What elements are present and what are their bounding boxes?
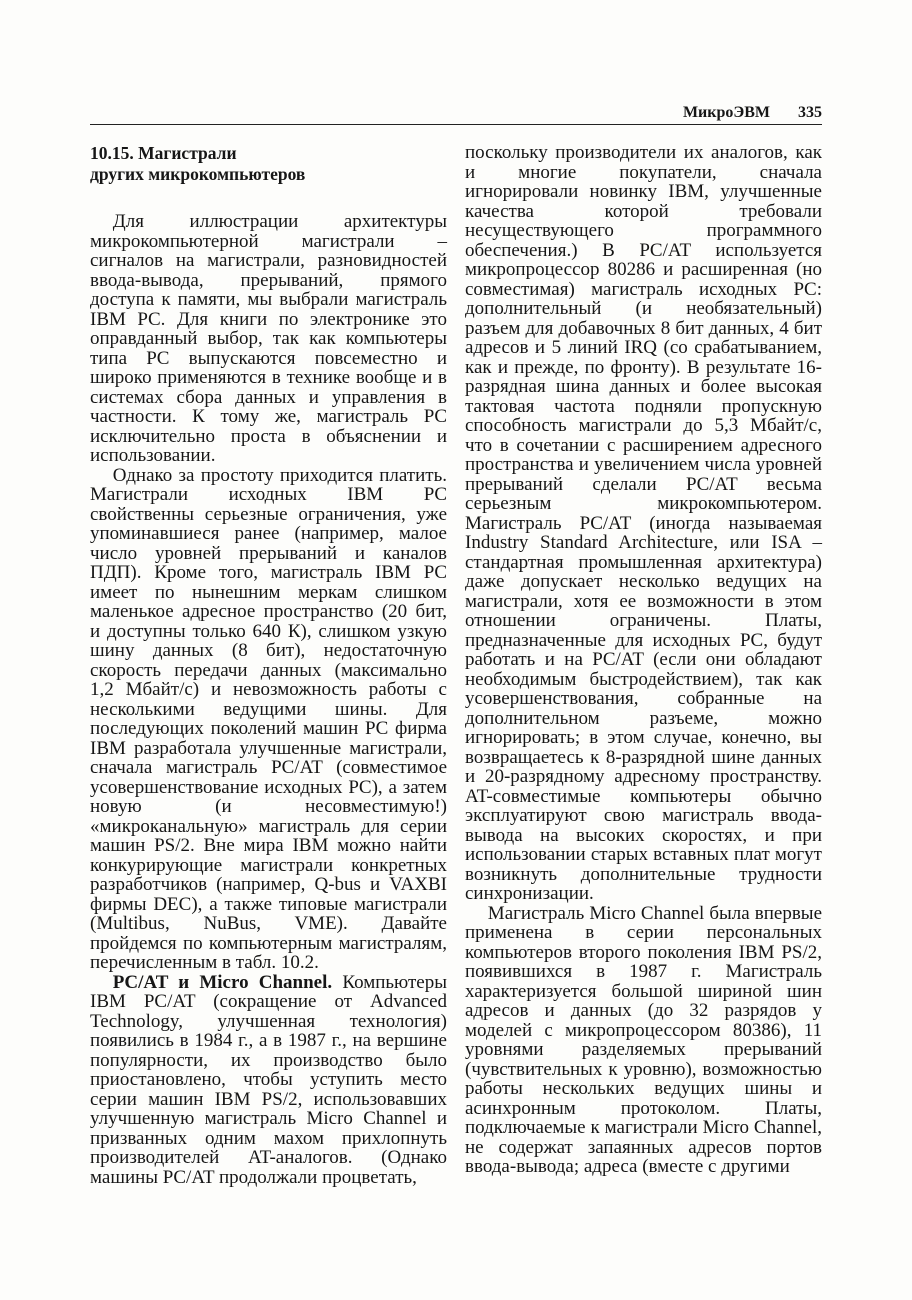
section-heading	[90, 143, 447, 185]
paragraph	[90, 973, 447, 1188]
paragraph: Для иллюстрации архитектуры микрокомпьютерной магистрали – сигналов на магистрали, разновидностей ввода-вывода, прерываний, прямого доступа к памяти, мы выбрали магистраль IBM PC. Для книги по электронике это оправданный выбор, так как компьютеры типа PC выпускаются повсеместно и широко применяются в технике вообще и в системах сбора данных и управления в частности. К тому же, магистраль PC исключительно проста в объяснении и использовании.	[90, 211, 447, 466]
run-in-heading: PC/AT и Micro Channel.	[112, 971, 333, 993]
left-column	[90, 143, 447, 1187]
running-title: МикроЭВМ	[682, 104, 770, 121]
right-column	[465, 143, 822, 1177]
section-title-line1: 10.15. Магистрали	[90, 143, 237, 163]
paragraph: Магистраль Micro Channel была впервые применена в серии персональных компьютеров второго поколения IBM PS/2, появившихся в 1987 г. Магистраль характеризуется большой шириной шин адресов и данных (до 32 разрядов у моделей с микропроцессором 80386), 11 уровнями разделяемых прерываний (чувствительных к уровню), возможностью работы нескольких ведущих шины и асинхронным протоколом. Платы, подключаемые к магистрали Micro Channel, не содержат запаянных адресов портов ввода-вывода; адреса (вместе с другими	[465, 902, 822, 1177]
header-rule	[90, 124, 822, 125]
paragraph: Однако за простоту приходится платить. Магистрали исходных IBM PC свойственны серьезные ограничения, уже упоминавшиеся ранее (например, малое число уровней прерываний и каналов ПДП). Кроме того, магистраль IBM PC имеет по нынешним меркам слишком маленькое адресное пространство (20 бит, и доступны только 640 К), слишком узкую шину данных (8 бит), недостаточную скорость передачи данных (максимально 1,2 Мбайт/с) и невозможность работы с несколькими ведущими шины. Для последующих поколений машин PC фирма IBM разработала улучшенные магистрали, сначала магистраль PC/AT (совместимое усовершенствование исходных PC), а затем новую (и несовместимую!) «микроканальную» магистраль для серии машин PS/2. Вне мира IBM можно найти конкурирующие магистрали конкретных разработчиков (например, Q-bus и VAXBI фирмы DEC), а также типовые магистрали (Multibus, NuBus, VME). Давайте пройдемся по компьютерным магистралям, перечисленным в табл. 10.2.	[90, 464, 447, 973]
paragraph: поскольку производители их аналогов, как и многие покупатели, сначала игнорировали новинку IBM, улучшенные качества которой требовали несуществующего программного обеспечения.) В PC/AT используется микропроцессор 80286 и расширенная (но совместимая) магистраль исходных PC: дополнительный (и необязательный) разъем для добавочных 8 бит данных, 4 бит адресов и 5 линий IRQ (со срабатыванием, как и прежде, по фронту). В результате 16-разрядная шина данных и более высокая тактовая частота подняли пропускную способность магистрали до 5,3 Мбайт/с, что в сочетании с расширением адресного пространства и увеличением числа уровней прерываний сделали PC/AT весьма серьезным микрокомпьютером. Магистраль PC/AT (иногда называемая Industry Standard Architecture, или ISA – стандартная промышленная архитектура) даже допускает несколько ведущих на магистрали, хотя ее возможности в этом отношении ограничены. Платы, предназначенные для исходных PC, будут работать и на PC/AT (если они обладают необходимым быстродействием), так как усовершенствования, собранные на дополнительном разъеме, можно игнорировать; в этом случае, конечно, вы возвращаетесь к 8-разрядной шине данных и 20-разрядному адресному пространству. AT-совместимые компьютеры обычно эксплуатируют свою магистраль ввода-вывода на высоких скоростях, и при использовании старых вставных плат могут возникнуть дополнительные трудности синхронизации.	[465, 142, 822, 904]
paragraph-text: Компьютеры IBM PC/AT (сокращение от Advanced Technology, улучшенная технология) появились в 1984 г., а в 1987 г., на вершине популярности, их производство было приостановлено, чтобы уступить место серии машин IBM PS/2, использовавших улучшенную магистраль Micro Channel и призванных одним махом прихлопнуть производителей AT-аналогов. (Однако машины PC/AT продолжали процветать,	[90, 971, 448, 1188]
running-head	[90, 104, 822, 122]
page-number: 335	[798, 104, 822, 121]
section-title-line2: других микрокомпьютеров	[90, 164, 306, 184]
